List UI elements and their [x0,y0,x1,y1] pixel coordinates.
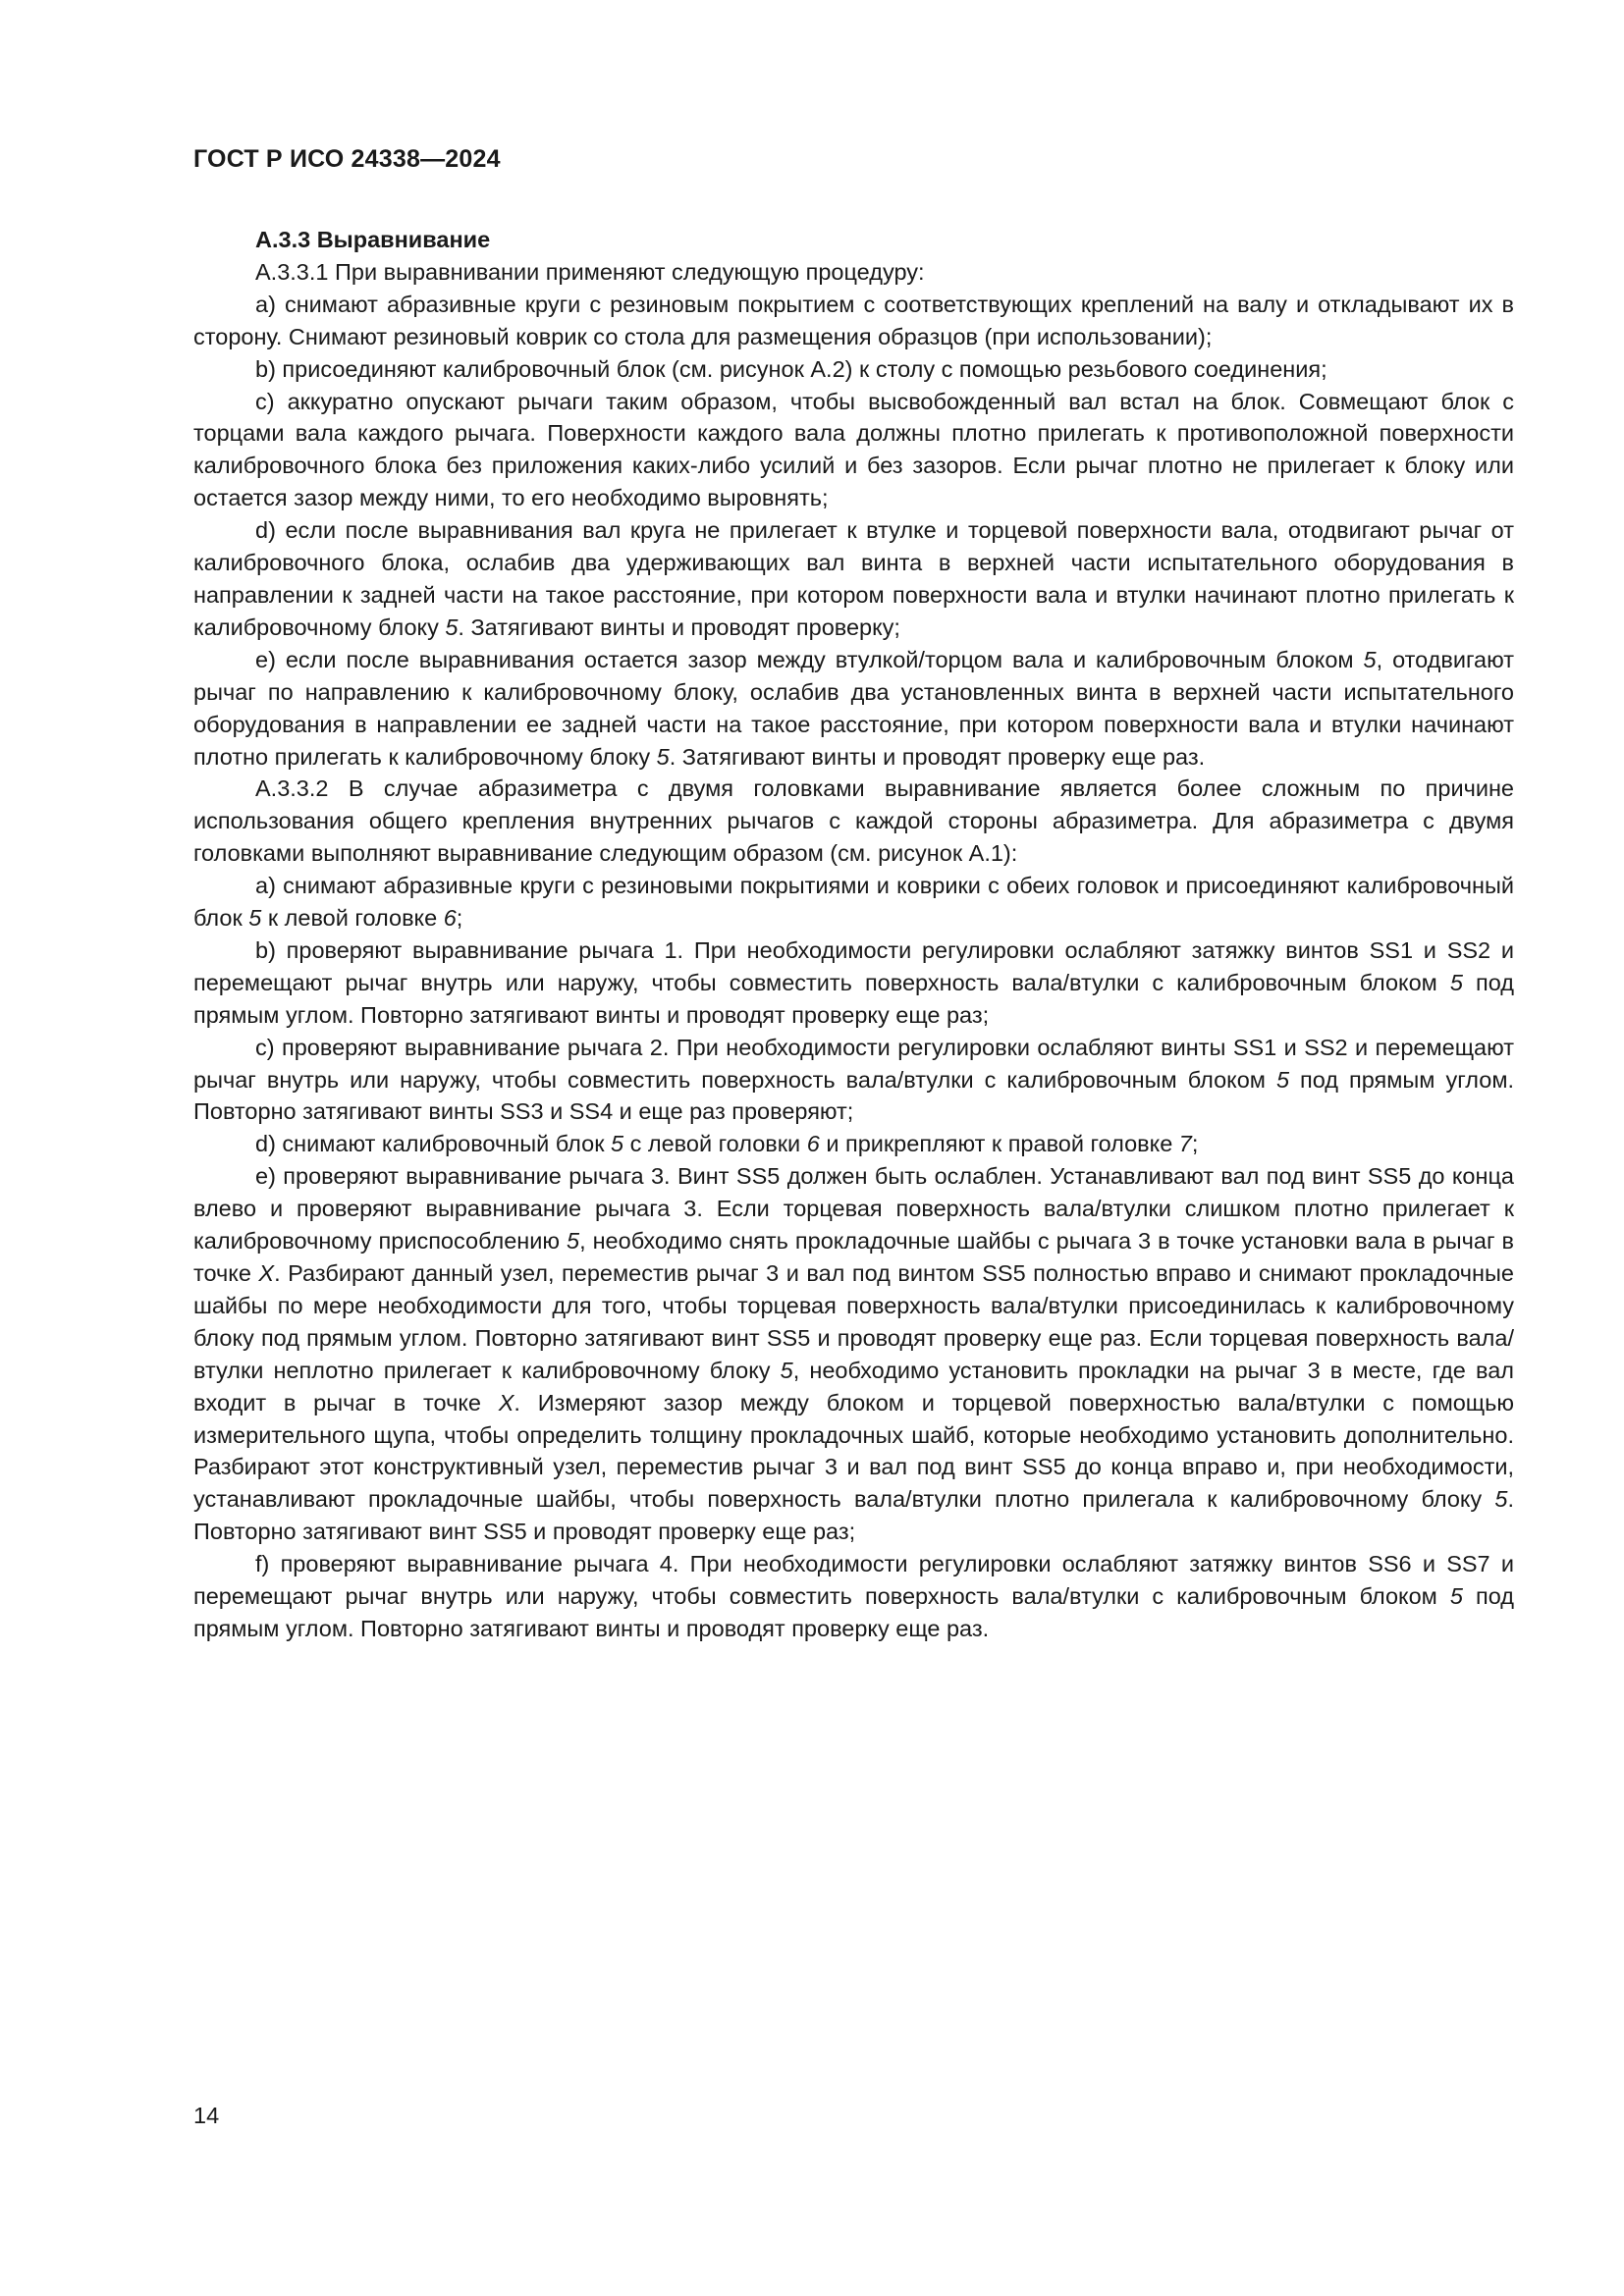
paragraph [193,870,1514,934]
paragraph-text: под прямым углом. Повторно затягивают винты SS3 и SS4 и еще раз проверяют; [193,1066,1515,1125]
figure-reference: 5 [566,1228,580,1255]
paragraph-text: d) если после выравнивания вал круга не прилегает к втулке и торцевой поверхности вала, отодвигают рычаг от калибровочного блока, ослабив два удерживающих вал винта в верхней части испытательного оборудования в направлении к задней части на такое расстояние, при котором поверхности вала и втулки начинают плотно прилегать к калибровочному блоку [193,517,1514,640]
paragraph-text: a) снимают абразивные круги с резиновыми покрытиями и коврики с обеих головок и присоединяют калибровочный блок [193,873,1514,932]
paragraph-text: ; [1191,1131,1199,1157]
paragraph-text: d) снимают калибровочный блок [255,1131,612,1157]
paragraph-text: b) присоединяют калибровочный блок (см. рисунок А.2) к столу с помощью резьбового соединения; [255,355,1327,382]
figure-reference: X [498,1389,514,1415]
paragraph-text: А.3.3.1 При выравнивании применяют следующую процедуру: [255,258,925,285]
paragraph [193,773,1514,870]
paragraph-text: . Затягивают винты и проводят проверку; [458,614,900,640]
section-title: А.3.3 Выравнивание [255,227,491,252]
paragraph [193,386,1514,515]
paragraph-text: e) проверяют выравнивание рычага 3. Винт SS5 должен быть ослаблен. Устанавливают вал под винт SS5 до конца влево и проверяют выравнивание рычага 3. Если торцевая поверхность вала/втулки слишком плотно прилегает к калибровочному приспособлению [193,1163,1514,1255]
paragraph-text: b) проверяют выравнивание рычага 1. При необходимости регулировки ослабляют затяжку винтов SS1 и SS2 и перемещают рычаг внутрь или наружу, чтобы совместить поверхность вала/втулки с калибровочным блоком [193,936,1514,995]
figure-reference: 5 [248,905,262,932]
paragraph-text: , необходимо установить прокладки на рычаг 3 в месте, где вал входит в рычаг в точке [193,1357,1514,1415]
document-header: ГОСТ Р ИСО 24338—2024 [193,145,501,173]
paragraph [193,1548,1514,1645]
paragraph-text: , отодвигают рычаг по направлению к калибровочному блоку, ослабив два установленных винта в верхней части испытательного оборудования в направлении ее задней части на такое расстояние, при котором поверхности вала и втулки начинают плотно прилегать к калибровочному блоку [193,646,1514,770]
paragraph-text: c) проверяют выравнивание рычага 2. При необходимости регулировки ослабляют винты SS1 и SS2 и перемещают рычаг внутрь или наружу, чтобы совместить поверхность вала/втулки с калибровочным блоком [193,1034,1514,1093]
paragraph-text: , необходимо снять прокладочные шайбы с рычага 3 в точке установки вала в рычаг в точке [193,1228,1514,1286]
paragraph-text: c) аккуратно опускают рычаги таким образом, чтобы высвобожденный вал встал на блок. Совмещают блок с торцами вала каждого рычага. Поверхности каждого вала должны плотно прилегать к противоположной поверхности калибровочного блока без приложения каких-либо усилий и без зазоров. Если рычаг плотно не прилегает к блоку или остается зазор между ними, то его необходимо выровнять; [193,388,1514,511]
figure-reference: 5 [656,743,670,770]
document-body [193,224,1514,1645]
paragraph-list [193,256,1514,1645]
figure-reference: 7 [1178,1131,1192,1157]
figure-reference: 5 [1449,969,1463,995]
paragraph-text: . Повторно затягивают винт SS5 и проводят проверку еще раз; [193,1486,1514,1545]
figure-reference: 5 [1494,1486,1508,1513]
paragraph [193,353,1514,386]
paragraph [193,644,1514,774]
paragraph-text: к левой головке [261,905,444,932]
figure-reference: 5 [1363,646,1377,672]
paragraph [193,1160,1514,1548]
paragraph-text: под прямым углом. Повторно затягивают винты и проводят проверку еще раз; [193,969,1514,1028]
paragraph-text: ; [456,905,463,932]
figure-reference: 5 [1449,1583,1463,1610]
figure-reference: 6 [806,1131,820,1157]
paragraph [193,934,1514,1032]
paragraph-text: . Затягивают винты и проводят проверку еще раз. [669,743,1206,770]
figure-reference: 5 [445,614,459,640]
paragraph [193,514,1514,644]
paragraph-text: e) если после выравнивания остается зазор между втулкой/торцом вала и калибровочным блоком [255,646,1364,672]
paragraph-text: под прямым углом. Повторно затягивают винты и проводят проверку еще раз. [193,1583,1514,1641]
figure-reference: 5 [611,1131,624,1157]
figure-reference: 5 [1275,1066,1290,1093]
paragraph-text: . Разбирают данный узел, переместив рычаг 3 и вал под винтом SS5 полностью вправо и снимают прокладочные шайбы по мере необходимости для того, чтобы торцевая поверхность вала/втулки присоединилась к калибровочному блоку под прямым углом. Повторно затягивают винт SS5 и проводят проверку еще раз. Если торцевая поверхность вала/втулки неплотно прилегает к калибровочному блоку [193,1260,1514,1383]
paragraph-text: . Измеряют зазор между блоком и торцевой поверхностью вала/втулки с помощью измерительного щупа, чтобы определить толщину прокладочных шайб, которые необходимо установить дополнительно. Разбирают этот конструктивный узел, переместив рычаг 3 и вал под винт SS5 до конца вправо и, при необходимости, устанавливают прокладочные шайбы, чтобы поверхность вала/втулки плотно прилегала к калибровочному блоку [193,1389,1514,1513]
paragraph [193,289,1514,353]
paragraph-text: f) проверяют выравнивание рычага 4. При необходимости регулировки ослабляют затяжку винтов SS6 и SS7 и перемещают рычаг внутрь или наружу, чтобы совместить поверхность вала/втулки с калибровочным блоком [193,1551,1514,1610]
paragraph [193,256,1514,289]
figure-reference: 5 [780,1357,793,1383]
paragraph-text: a) снимают абразивные круги с резиновым покрытием с соответствующих креплений на валу и откладывают их в сторону. Снимают резиновый коврик со стола для размещения образцов (при использовании); [193,291,1514,349]
figure-reference: 6 [443,905,457,932]
paragraph-text: и прикрепляют к правой головке [819,1131,1179,1157]
figure-reference: X [258,1260,275,1286]
paragraph [193,1128,1514,1160]
paragraph-text: с левой головки [623,1131,807,1157]
paragraph [193,1032,1514,1129]
paragraph-text: А.3.3.2 В случае абразиметра с двумя головками выравнивание является более сложным по причине использования общего крепления внутренних рычагов с каждой стороны абразиметра. Для абразиметра с двумя головками выполняют выравнивание следующим образом (см. рисунок А.1): [193,775,1514,867]
page-number: 14 [193,2103,220,2128]
